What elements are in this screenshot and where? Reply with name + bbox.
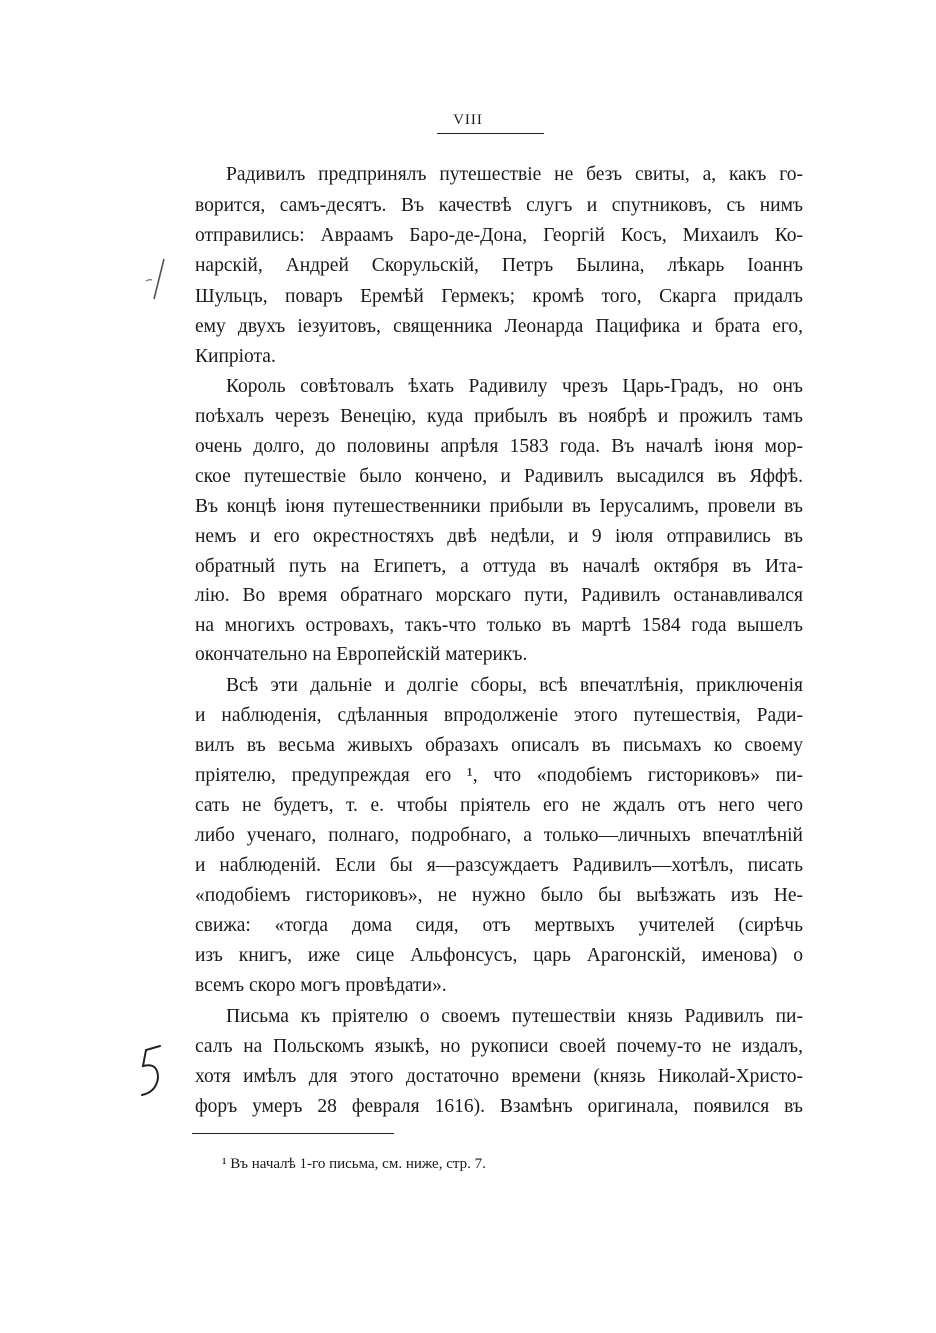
text-line: нарскій, Андрей Скорульскій, Петръ Былина, лѣкарь Іоаннъ — [195, 255, 803, 276]
text-line: хотя имѣлъ для этого достаточно времени (князь Николай-Христо- — [195, 1066, 803, 1087]
text-line: Шульцъ, поваръ Еремѣй Гермекъ; кромѣ того, Скарга придалъ — [195, 286, 803, 307]
text-line: и наблюденія, сдѣланныя впродолженіе этого путешествія, Ради- — [195, 705, 803, 726]
text-line: немъ и его окрестностяхъ двѣ недѣли, и 9 іюля отправились въ — [195, 526, 803, 547]
text-line: изъ книгъ, иже сице Альфонсусъ, царь Арагонскій, именова) о — [195, 945, 803, 966]
margin-handwritten-five — [134, 1040, 174, 1100]
text-line: свижа: «тогда дома сидя, отъ мертвыхъ учителей (сирѣчь — [195, 915, 803, 936]
text-line: ворится, самъ-десятъ. Въ качествѣ слугъ и спутниковъ, съ нимъ — [195, 195, 803, 216]
text-line: Король совѣтовалъ ѣхать Радивилу чрезъ Царь-Градъ, но онъ — [226, 376, 803, 397]
text-line: либо ученаго, полнаго, подробнаго, а только—личныхъ впечатлѣній — [195, 825, 803, 846]
text-line: Письма къ пріятелю о своемъ путешествіи князь Радивилъ пи- — [226, 1006, 803, 1027]
text-line: Кипріота. — [195, 346, 276, 367]
header-rule — [437, 133, 544, 134]
text-line: Радивилъ предпринялъ путешествіе не безъ свиты, а, какъ го- — [226, 164, 803, 185]
text-line: Всѣ эти дальніе и долгіе сборы, всѣ впечатлѣнія, приключенія — [226, 675, 803, 696]
text-line: окончательно на Европейскій материкъ. — [195, 644, 528, 665]
footnote: ¹ Въ началѣ 1-го письма, см. ниже, стр. 7. — [222, 1156, 486, 1172]
text-line: всемъ скоро могъ провѣдати». — [195, 975, 447, 996]
text-line: сать не будетъ, т. е. чтобы пріятель его не ждалъ отъ него чего — [195, 795, 803, 816]
text-line: очень долго, до половины апрѣля 1583 года. Въ началѣ іюня мор- — [195, 436, 803, 457]
page-number: VIII — [453, 112, 483, 128]
text-line: и наблюденій. Если бы я—разсуждаетъ Радивилъ—хотѣлъ, писать — [195, 855, 803, 876]
text-line: вилъ въ весьма живыхъ образахъ описалъ въ письмахъ ко своему — [195, 735, 803, 756]
text-line: форъ умеръ 28 февраля 1616). Взамѣнъ оригинала, появился въ — [195, 1096, 803, 1117]
text-line: отправились: Авраамъ Баро-де-Дона, Георгій Косъ, Михаилъ Ко- — [195, 225, 803, 246]
text-line: поѣхалъ черезъ Венецію, куда прибылъ въ ноябрѣ и прожилъ тамъ — [195, 406, 803, 427]
text-line: ское путешествіе было кончено, и Радивилъ высадился въ Яффѣ. — [195, 466, 803, 487]
text-line: ему двухъ іезуитовъ, священника Леонарда Пацифика и брата его, — [195, 316, 803, 337]
text-line: лію. Во время обратнаго морскаго пути, Радивилъ останавливался — [195, 585, 803, 606]
text-line: «подобіемъ гисториковъ», не нужно было бы выѣзжать изъ Не- — [195, 885, 803, 906]
text-line: Въ концѣ іюня путешественники прибыли въ Іерусалимъ, провели въ — [195, 496, 803, 517]
text-line: пріятелю, предупреждая его ¹, что «подобіемъ гисториковъ» пи- — [195, 765, 803, 786]
text-line: на многихъ островахъ, такъ-что только въ мартѣ 1584 года вышелъ — [195, 615, 803, 636]
text-line: обратный путь на Египетъ, а оттуда въ началѣ октября въ Ита- — [195, 556, 803, 577]
footnote-rule — [192, 1133, 394, 1134]
margin-pencil-mark — [140, 255, 180, 305]
text-line: салъ на Польскомъ языкѣ, но рукописи своей почему-то не издалъ, — [195, 1036, 803, 1057]
